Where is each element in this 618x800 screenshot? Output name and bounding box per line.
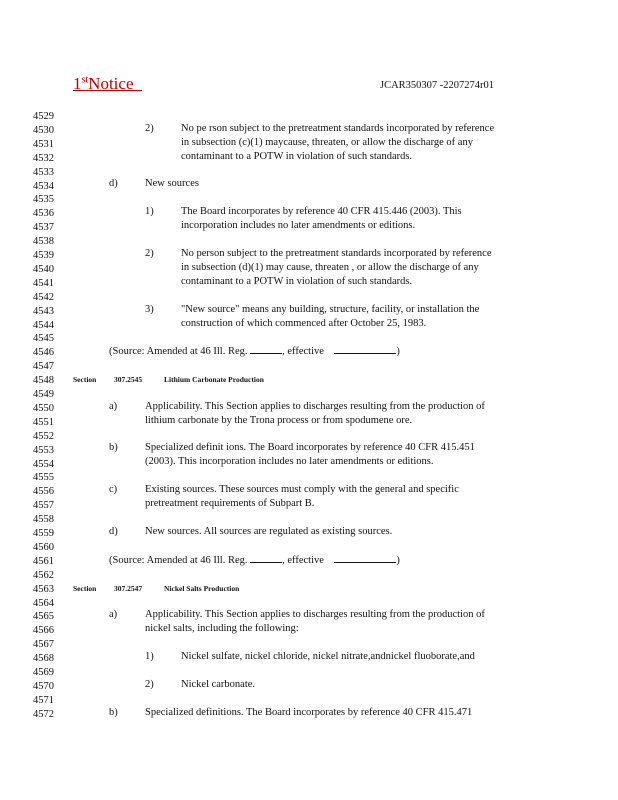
reg-issue-blank — [250, 344, 282, 354]
item-marker: 2) — [145, 248, 154, 259]
line-number: 4536 — [33, 208, 54, 220]
line-number: 4535 — [33, 194, 54, 206]
item-marker: a) — [109, 401, 118, 412]
section-title: Nickel Salts Production — [164, 584, 240, 593]
line-number: 4568 — [33, 653, 54, 665]
item-marker: 2) — [145, 679, 154, 690]
text-line: contaminant to a POTW in violation of such standards. — [181, 151, 413, 162]
text-line: Applicability. This Section applies to discharges resulting from the production of — [145, 609, 485, 620]
text-line: New sources. All sources are regulated as existing sources. — [145, 526, 393, 537]
item-marker: 2) — [145, 123, 154, 134]
item-marker: b) — [109, 442, 118, 453]
text-line: No pe rson subject to the pretreatment standards incorporated by reference — [181, 123, 495, 134]
effective-date-blank — [334, 553, 396, 563]
line-number: 4538 — [33, 236, 54, 248]
line-number: 4552 — [33, 430, 54, 442]
item-marker: b) — [109, 707, 118, 718]
line-number: 4572 — [33, 708, 54, 720]
text-line: contaminant to a POTW in violation of such standards. — [181, 276, 413, 287]
source-note: (Source: Amended at 46 Ill. Reg. , effective ) — [109, 555, 400, 566]
line-number: 4551 — [33, 416, 54, 428]
item-marker: d) — [109, 526, 118, 537]
line-number: 4534 — [33, 180, 54, 192]
section-label: Section — [73, 584, 97, 593]
line-number: 4541 — [33, 277, 54, 289]
line-number: 4548 — [33, 375, 54, 387]
section-number: 307.2547 — [114, 584, 143, 593]
text-line: Specialized definit ions. The Board incorporates by reference 40 CFR 415.451 — [145, 442, 475, 453]
line-number: 4546 — [33, 347, 54, 359]
line-number: 4549 — [33, 389, 54, 400]
line-number: 4531 — [33, 138, 54, 150]
subsection-title: New sources — [145, 178, 199, 189]
notice-ordinal-suffix: st — [81, 74, 89, 86]
line-number: 4545 — [33, 333, 54, 345]
line-number: 4542 — [33, 291, 54, 303]
line-number: 4539 — [33, 250, 54, 261]
section-title: Lithium Carbonate Production — [164, 375, 264, 384]
item-marker: d) — [109, 178, 118, 189]
text-line: Nickel sulfate, nickel chloride, nickel nitrate,andnickel fluoborate,and — [181, 651, 475, 662]
line-number: 4570 — [33, 680, 54, 692]
line-number: 4556 — [33, 486, 54, 498]
text-line: "New source" means any building, structure, facility, or installation the — [181, 304, 480, 315]
item-marker: a) — [109, 609, 118, 620]
line-number: 4564 — [33, 597, 54, 609]
line-number: 4544 — [33, 319, 54, 331]
line-number: 4565 — [33, 611, 54, 623]
text-line: No person subject to the pretreatment standards incorporated by reference — [181, 248, 492, 259]
text-line: construction of which commenced after October 25, 1983. — [181, 318, 427, 329]
item-marker: 1) — [145, 651, 154, 662]
section-number: 307.2545 — [114, 375, 143, 384]
line-number: 4553 — [33, 444, 54, 456]
line-number: 4571 — [33, 694, 54, 706]
reg-issue-blank — [250, 553, 282, 563]
line-number: 4530 — [33, 124, 54, 136]
line-number: 4562 — [33, 569, 54, 581]
text-line: in subsection (d)(1) may cause, threaten , or allow the discharge of any — [181, 262, 479, 273]
line-number: 4540 — [33, 263, 54, 275]
item-marker: 1) — [145, 206, 154, 217]
section-label: Section — [73, 375, 97, 384]
source-note: (Source: Amended at 46 Ill. Reg. , effective ) — [109, 346, 400, 357]
text-line: incorporation includes no later amendments or editions. — [181, 220, 416, 231]
line-number: 4567 — [33, 639, 54, 651]
document-code: JCAR350307 -2207274r01 — [380, 80, 495, 91]
line-number: 4537 — [33, 222, 54, 234]
text-line: Nickel carbonate. — [181, 679, 256, 690]
text-line: (2003). This incorporation includes no later amendments or editions. — [145, 456, 434, 467]
line-number: 4543 — [33, 305, 54, 317]
line-number: 4566 — [33, 625, 54, 637]
line-number: 4555 — [33, 472, 54, 484]
line-number: 4554 — [33, 458, 54, 470]
notice-heading: 1stNotice — [73, 74, 134, 93]
item-marker: c) — [109, 484, 118, 495]
line-number: 4532 — [33, 152, 54, 164]
text-line: The Board incorporates by reference 40 CFR 415.446 (2003). This — [181, 206, 462, 217]
line-number: 4557 — [33, 500, 54, 512]
text-line: in subsection (c)(1) maycause, threaten, or allow the discharge of any — [181, 137, 473, 148]
item-marker: 3) — [145, 304, 154, 315]
line-number: 4529 — [33, 111, 54, 122]
line-number: 4558 — [33, 514, 54, 526]
line-number: 4560 — [33, 541, 54, 553]
line-number: 4547 — [33, 361, 54, 373]
line-number: 4561 — [33, 555, 54, 567]
line-number: 4563 — [33, 583, 54, 595]
effective-date-blank — [334, 344, 396, 354]
line-number: 4569 — [33, 667, 54, 678]
line-number: 4533 — [33, 166, 54, 178]
line-number: 4559 — [33, 528, 54, 539]
text-line: lithium carbonate by the Trona process or from spodumene ore. — [145, 415, 413, 426]
line-number: 4550 — [33, 402, 54, 414]
text-line: pretreatment requirements of Subpart B. — [145, 498, 315, 509]
text-line: Existing sources. These sources must comply with the general and specific — [145, 484, 459, 495]
text-line: Specialized definitions. The Board incorporates by reference 40 CFR 415.471 — [145, 707, 473, 718]
text-line: Applicability. This Section applies to discharges resulting from the production of — [145, 401, 485, 412]
text-line: nickel salts, including the following: — [145, 623, 299, 634]
